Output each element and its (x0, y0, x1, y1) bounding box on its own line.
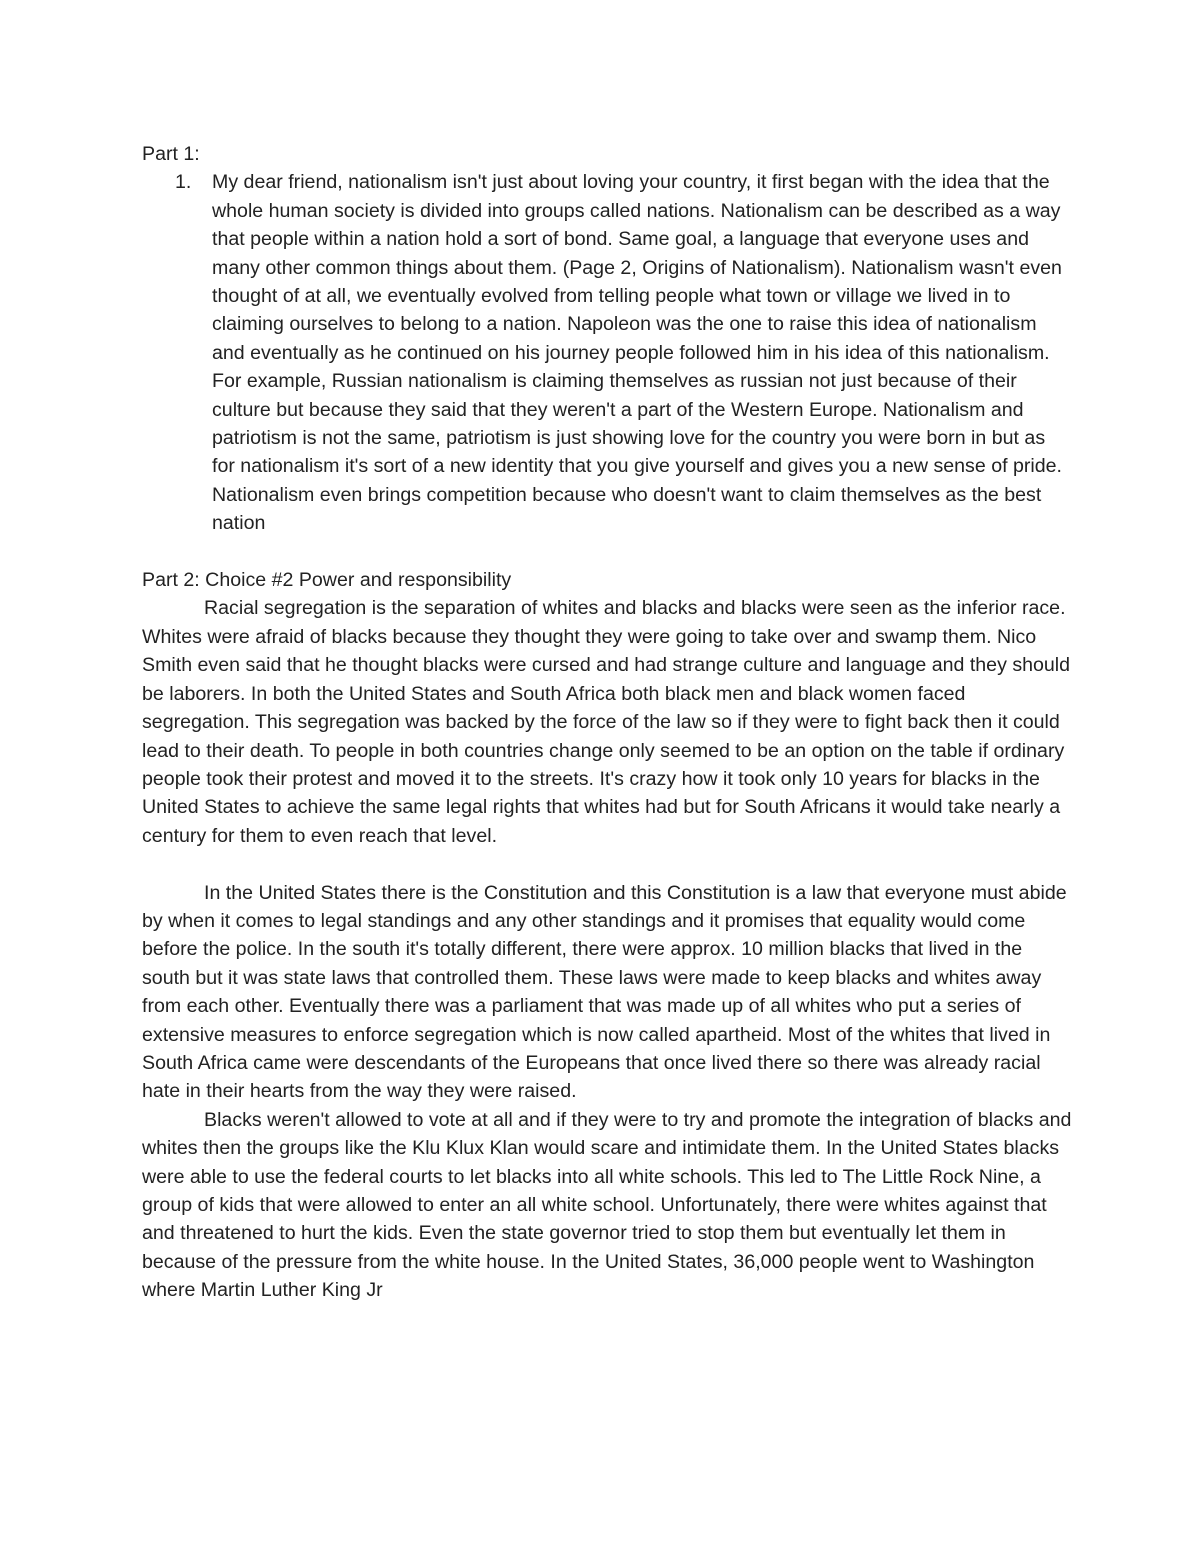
part1-answer-text: My dear friend, nationalism isn't just about loving your country, it first began with the idea that the whole human society is divided into groups called nations. Nationalism can be described as a way that people within a nation hold a sort of bond. Same goal, a language that everyone uses and many other common things about them. (Page 2, Origins of Nationalism). Nationalism wasn't even thought of at all, we eventually evolved from telling people what town or village we lived in to claiming ourselves to belong to a nation. Napoleon was the one to raise this idea of nationalism and eventually as he continued on his journey people followed him in his idea of this nationalism. For example, Russian nationalism is claiming themselves as russian not just because of their culture but because they said that they weren't a part of the Western Europe. Nationalism and patriotism is not the same, patriotism is just showing love for the country you were born in but as for nationalism it's sort of a new identity that you give yourself and gives you a new sense of pride. Nationalism even brings competition because who doesn't want to claim themselves as the best nation (212, 171, 1062, 535)
part2-paragraph-3: Blacks weren't allowed to vote at all and if they were to try and promote the integration of blacks and whites then the groups like the Klu Klux Klan would scare and intimidate them. In the United States blacks were able to use the federal courts to let blacks into all white schools. This led to The Little Rock Nine, a group of kids that were allowed to enter an all white school. Unfortunately, there were whites against that and threatened to hurt the kids. Even the state governor tried to stop them but eventually let them in because of the pressure from the white house. In the United States, 36,000 people went to Washington where Martin Luther King Jr (142, 1108, 1072, 1302)
part2-paragraph-2: In the United States there is the Constitution and this Constitution is a law that everyone must abide by when it comes to legal standings and any other standings and it promises that equality would come before the police. In the south it's totally different, there were approx. 10 million blacks that lived in the south but it was state laws that controlled them. These laws were made to keep blacks and whites away from each other. Eventually there was a parliament that was made up of all whites who put a series of extensive measures to enforce segregation which is now called apartheid. Most of the whites that lived in South Africa came were descendants of the Europeans that once lived there so there was already racial hate in their hearts from the way they were raised. (142, 881, 1067, 1103)
list-marker: 1. (175, 171, 192, 194)
document-page (142, 140, 1072, 1305)
part1-heading: Part 1: (142, 143, 200, 165)
part1-list (142, 168, 1072, 537)
part2-paragraph-1: Racial segregation is the separation of whites and blacks and blacks were seen as the inferior race. Whites were afraid of blacks because they thought they were going to take over and swamp them. Nico Smith even said that he thought blacks were cursed and had strange culture and language and they should be laborers. In both the United States and South Africa both black men and black women faced segregation. This segregation was backed by the force of the law so if they were to fight back then it could lead to their death. To people in both countries change only seemed to be an option on the table if ordinary people took their protest and moved it to the streets. It's crazy how it took only 10 years for blacks in the United States to achieve the same legal rights that whites had but for South Africans it would take nearly a century for them to even reach that level. (142, 597, 1071, 847)
blank-line (142, 850, 1072, 878)
list-item (142, 168, 1072, 537)
part2-heading: Part 2: Choice #2 Power and responsibility (142, 569, 512, 592)
